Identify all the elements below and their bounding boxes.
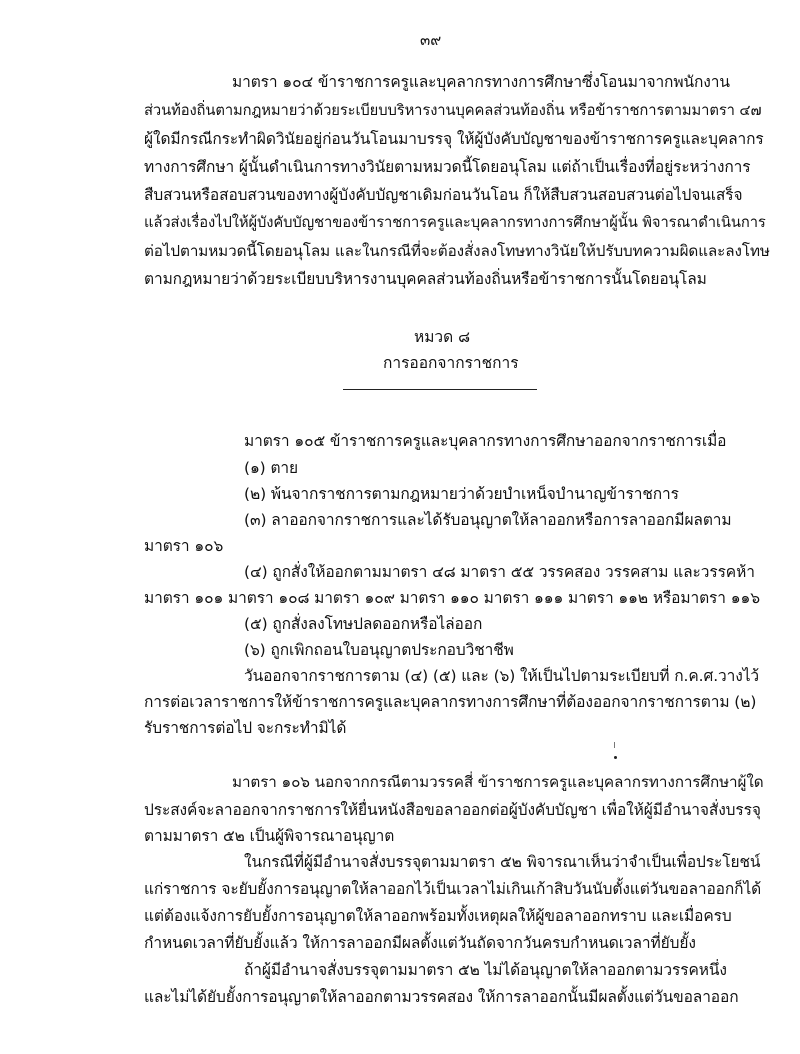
s104-line-7: ต่อไปตามหมวดนี้โดยอนุโลม และในกรณีที่จะต้องสั่งลงโทษทางวินัยให้ปรับบทความผิดและลงโทษ <box>144 242 770 260</box>
s105-item-6: (๖) ถูกเพิกถอนใบอนุญาตประกอบวิชาชีพ <box>244 641 514 659</box>
s106-line-5: แก่ราชการ จะยับยั้งการอนุญาตให้ลาออกไว้เป็นเวลาไม่เกินเก้าสิบวันนับตั้งแต่วันขอลาออกก็ได้ <box>144 880 762 898</box>
s105-intro: มาตรา ๑๐๕ ข้าราชการครูและบุคลากรทางการศึกษาออกจากราชการเมื่อ <box>244 432 727 450</box>
s105-para-3: รับราชการต่อไป จะกระทำมิได้ <box>144 719 347 737</box>
s106-line-3: ตามมาตรา ๕๒ เป็นผู้พิจารณาอนุญาต <box>144 827 395 845</box>
s104-line-4: ทางการศึกษา ผู้นั้นดำเนินการทางวินัยตามหมวดนี้โดยอนุโลม แต่ถ้าเป็นเรื่องที่อยู่ระหว่างการ <box>144 158 751 176</box>
s104-line-3: ผู้ใดมีกรณีกระทำผิดวินัยอยู่ก่อนวันโอนมาบรรจุ ให้ผู้บังคับบัญชาของข้าราชการครูและบุคลากร <box>144 130 764 148</box>
s104-line-2: ส่วนท้องถิ่นตามกฎหมายว่าด้วยระเบียบบริหารงานบุคคลส่วนท้องถิ่น หรือข้าราชการตามมาตรา ๔๗ <box>144 102 762 119</box>
s105-item-1: (๑) ตาย <box>244 459 299 477</box>
s104-line-8: ตามกฎหมายว่าด้วยระเบียบบริหารงานบุคคลส่วนท้องถิ่นหรือข้าราชการนั้นโดยอนุโลม <box>144 270 707 288</box>
scan-dot <box>614 756 617 759</box>
s106-line-7: กำหนดเวลาที่ยับยั้งแล้ว ให้การลาออกมีผลตั้งแต่วันถัดจากวันครบกำหนดเวลาที่ยับยั้ง <box>144 934 696 952</box>
s105-item-5: (๕) ถูกสั่งลงโทษปลดออกหรือไล่ออก <box>244 615 483 633</box>
scan-mark <box>614 742 615 748</box>
chapter-divider <box>343 389 537 390</box>
s105-item-3b: มาตรา ๑๐๖ <box>144 537 224 555</box>
s106-line-4: ในกรณีที่ผู้มีอำนาจสั่งบรรจุตามมาตรา ๕๒ พิจารณาเห็นว่าจำเป็นเพื่อประโยชน์ <box>244 853 761 871</box>
s105-para-2: การต่อเวลาราชการให้ข้าราชการครูและบุคลากรทางการศึกษาที่ต้องออกจากราชการตาม (๒) <box>144 693 757 711</box>
s106-line-8: ถ้าผู้มีอำนาจสั่งบรรจุตามมาตรา ๕๒ ไม่ได้อนุญาตให้ลาออกตามวรรคหนึ่ง <box>244 961 727 979</box>
s106-line-9: และไม่ได้ยับยั้งการอนุญาตให้ลาออกตามวรรคสอง ให้การลาออกนั้นมีผลตั้งแต่วันขอลาออก <box>144 988 739 1006</box>
s105-item-4b: มาตรา ๑๐๑ มาตรา ๑๐๘ มาตรา ๑๐๙ มาตรา ๑๑๐ มาตรา ๑๑๑ มาตรา ๑๑๒ หรือมาตรา ๑๑๖ <box>144 589 760 607</box>
s104-line-5: สืบสวนหรือสอบสวนของทางผู้บังคับบัญชาเดิมก่อนวันโอน ก็ให้สืบสวนสอบสวนต่อไปจนเสร็จ <box>144 186 743 204</box>
s104-line-6: แล้วส่งเรื่องไปให้ผู้บังคับบัญชาของข้าราชการครูและบุคลากรทางการศึกษาผู้นั้น พิจารณาดำเนินการ <box>144 214 766 231</box>
s106-line-1: มาตรา ๑๐๖ นอกจากกรณีตามวรรคสี่ ข้าราชการครูและบุคลากรทางการศึกษาผู้ใด <box>232 773 764 791</box>
s105-para-1: วันออกจากราชการตาม (๔) (๕) และ (๖) ให้เป็นไปตามระเบียบที่ ก.ค.ศ.วางไว้ <box>244 667 759 685</box>
s106-line-6: แต่ต้องแจ้งการยับยั้งการอนุญาตให้ลาออกพร้อมทั้งเหตุผลให้ผู้ขอลาออกทราบ และเมื่อครบ <box>144 907 732 925</box>
s104-line-1: มาตรา ๑๐๔ ข้าราชการครูและบุคลากรทางการศึกษาซึ่งโอนมาจากพนักงาน <box>232 73 730 91</box>
s106-line-2: ประสงค์จะลาออกจากราชการให้ยื่นหนังสือขอลาออกต่อผู้บังคับบัญชา เพื่อให้ผู้มีอำนาจสั่งบรรจุ <box>144 801 761 819</box>
s105-item-3a: (๓) ลาออกจากราชการและได้รับอนุญาตให้ลาออกหรือการลาออกมีผลตาม <box>244 511 732 529</box>
s105-item-2: (๒) พ้นจากราชการตามกฎหมายว่าด้วยบำเหน็จบำนาญข้าราชการ <box>244 485 679 503</box>
s105-item-4a: (๔) ถูกสั่งให้ออกตามมาตรา ๔๘ มาตรา ๕๕ วรรคสอง วรรคสาม และวรรคห้า <box>244 563 755 581</box>
chapter-title: หมวด ๘ <box>414 328 471 346</box>
chapter-subtitle: การออกจากราชการ <box>383 354 519 372</box>
page-number: ๓๙ <box>420 31 442 49</box>
